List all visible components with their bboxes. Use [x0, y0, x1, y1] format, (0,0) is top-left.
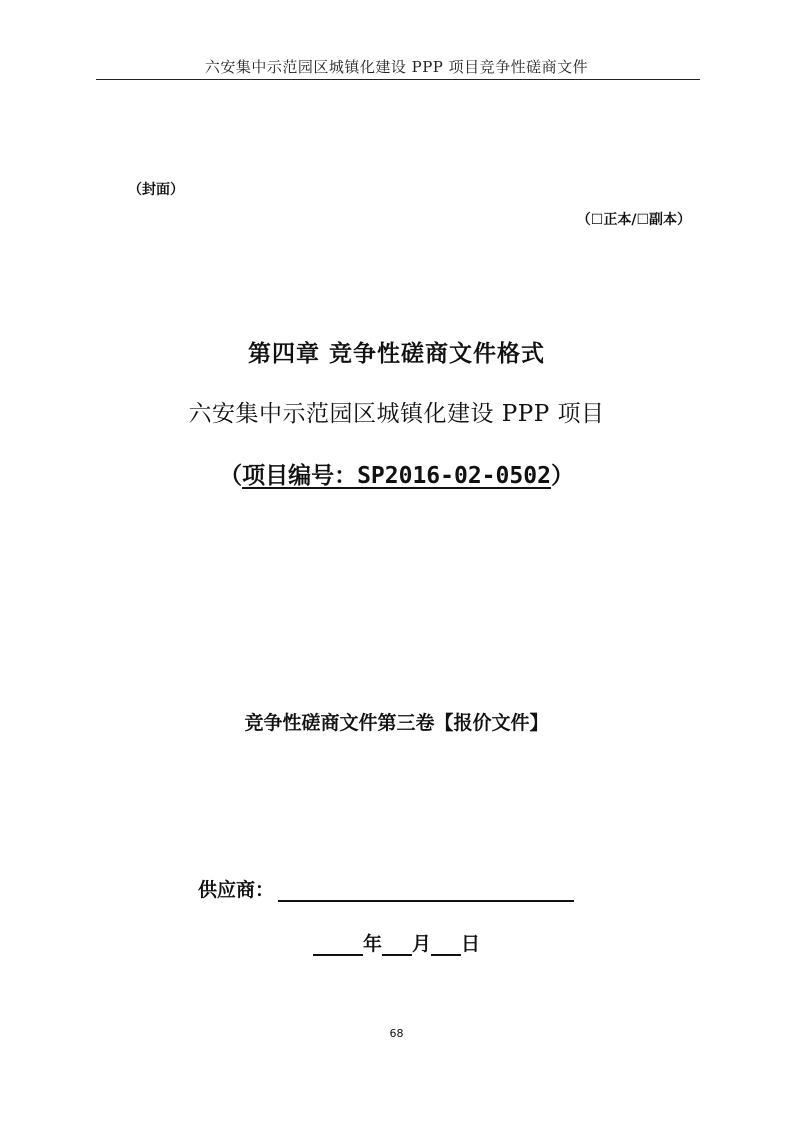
running-header: 六安集中示范园区城镇化建设 PPP 项目竞争性磋商文件: [204, 58, 589, 76]
chapter-title: 第四章 竞争性磋商文件格式: [247, 341, 545, 367]
header-divider: [96, 79, 700, 80]
cover-label: （封面）: [128, 182, 184, 198]
project-code-text: 项目编号：SP2016-02-0502: [242, 463, 551, 489]
year-blank: [313, 934, 363, 956]
project-code-open-paren: （: [219, 463, 243, 489]
date-row: [0, 929, 793, 956]
day-label: 日: [461, 933, 481, 955]
copy-type-checkboxes: （☐正本/☐副本）: [576, 212, 691, 228]
supplier-blank-line: [278, 878, 574, 902]
supplier-row: [198, 875, 574, 902]
month-blank: [382, 934, 412, 956]
day-blank: [431, 934, 461, 956]
page-number: 68: [389, 1027, 404, 1040]
month-label: 月: [411, 933, 431, 955]
year-label: 年: [362, 933, 382, 955]
project-code-close-paren: ）: [550, 463, 574, 489]
volume-title: 竞争性磋商文件第三卷【报价文件】: [244, 712, 549, 734]
project-code: [0, 457, 793, 490]
supplier-label: 供应商：: [198, 879, 275, 901]
project-name: 六安集中示范园区城镇化建设 PPP 项目: [188, 401, 605, 427]
